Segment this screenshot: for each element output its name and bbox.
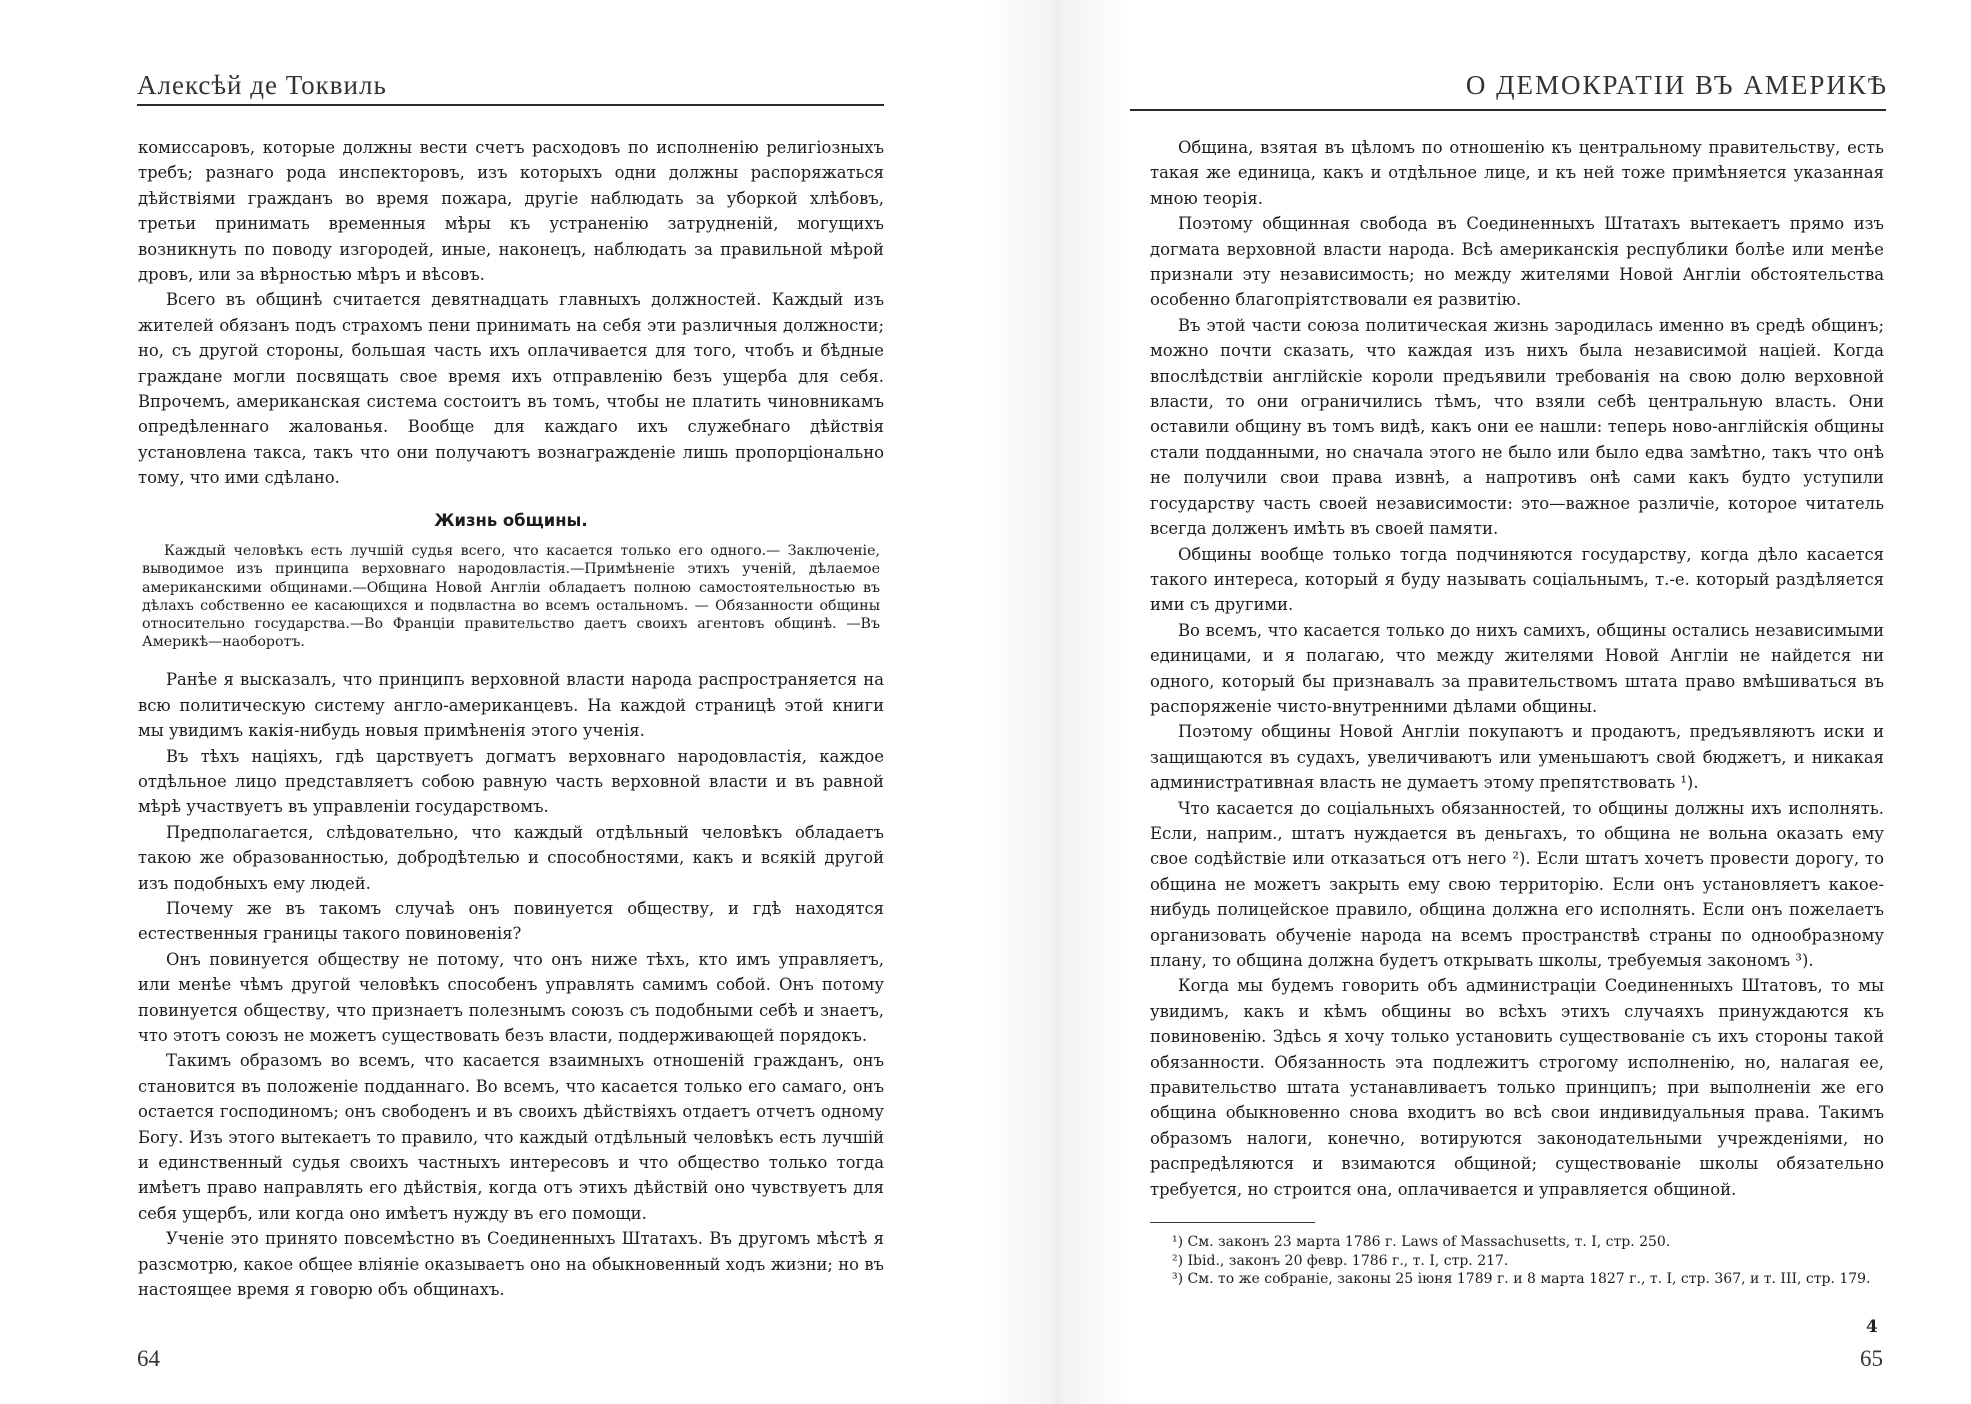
right-page (1130, 0, 1971, 1404)
left-text-column (138, 135, 884, 1302)
paragraph: Поэтому общины Новой Англіи покупаютъ и продаютъ, предъявляютъ иски и защищаются въ судахъ, увеличиваютъ или уменьшаютъ свой бюджетъ, и никакая административная власть не думаетъ этому препятствовать ¹). (1150, 722, 1884, 793)
paragraph: Ранѣе я высказалъ, что принципъ верховной власти народа распространяется на всю политическую систему англо-американцевъ. На каждой страницѣ этой книги мы увидимъ какія-нибудь новыя примѣненія этого ученія. (138, 670, 884, 741)
footnote: ¹) См. законъ 23 марта 1786 г. Laws of Massachusetts, т. I, стр. 250. (1172, 1234, 1671, 1251)
paragraph: Община, взятая въ цѣломъ по отношенію къ центральному правительству, есть такая же единица, какъ и отдѣльное лице, и къ ней тоже примѣняется указанная мною теорія. (1150, 138, 1884, 208)
paragraph: Общины вообще только тогда подчиняются государству, когда дѣло касается такого интереса, который я буду называть соціальнымъ, т.-е. который раздѣляется ими съ другими. (1150, 544, 1884, 615)
paragraph: комиссаровъ, которые должны вести счетъ расходовъ по исполненію религіозныхъ требъ; разнаго рода инспекторовъ, изъ которыхъ одни должны распоряжаться дѣйствіями гражданъ во время пожара, другіе наблюдать за уборкой хлѣбовъ, третьи принимать временныя мѣры къ устраненію затрудненій, могущихъ возникнуть по поводу изгородей, иные, наконецъ, наблюдать за правильной мѣрой дровъ, или за вѣрностью мѣръ и вѣсовъ. (138, 138, 884, 285)
paragraph: Ученіе это принято повсемѣстно въ Соединенныхъ Штатахъ. Въ другомъ мѣстѣ я разсмотрю, какое общее вліяніе оказываетъ оно на обыкновенный ходъ жизни; но въ настоящее время я говорю объ общинахъ. (138, 1229, 884, 1300)
paragraph: Почему же въ такомъ случаѣ онъ повинуется обществу, и гдѣ находятся естественныя границы такого повиновенія? (138, 898, 884, 944)
running-head-author: Алексѣй де Токвиль (137, 70, 387, 100)
paragraph: Такимъ образомъ во всемъ, что касается взаимныхъ отношеній гражданъ, онъ становится въ положеніе подданнаго. Во всемъ, что касается только его самаго, онъ остается господиномъ; онъ свободенъ и въ своихъ дѣйствіяхъ отдаетъ отчетъ одному Богу. Изъ этого вытекаетъ то правило, что каждый отдѣльный человѣкъ есть лучшій и единственный судья своихъ частныхъ интересовъ и что общество только тогда имѣетъ право направлять его дѣйствія, когда отъ этихъ дѣйствій оно чувствуетъ для себя ущербъ, или когда оно имѣетъ нужду въ его помощи. (138, 1051, 884, 1223)
page-number: 65 (1860, 1346, 1883, 1371)
paragraph: Въ этой части союза политическая жизнь зародилась именно въ средѣ общинъ; можно почти сказать, что каждая изъ нихъ была независимой націей. Когда впослѣдствіи англійскіе короли предъявили требованія на свою долю верховной власти, то они ограничились тѣмъ, что взяли себѣ центральную власть. Они оставили общину въ томъ видѣ, какъ они ее нашли: теперь ново-англійскія общины стали подданными, но сначала этого не было или было едва замѣтно, такъ что онѣ не получили свои права извнѣ, а напротивъ онѣ сами какъ будто уступили государству часть своей независимости: это—важное различіе, которое читатель всегда долженъ имѣть въ своей памяти. (1150, 315, 1884, 539)
book-gutter (985, 0, 1130, 1404)
paragraph: Поэтому общинная свобода въ Соединенныхъ Штатахъ вытекаетъ прямо изъ догмата верховной власти народа. Всѣ американскія республики болѣе или менѣе признали эту независимость; но между жителями Новой Англіи обстоятельства особенно благопріятствовали ея развитію. (1150, 214, 1884, 310)
footnote-rule (1150, 1222, 1315, 1223)
paragraph: Онъ повинуется обществу не потому, что онъ ниже тѣхъ, кто имъ управляетъ, или менѣе чѣмъ другой человѣкъ способенъ управлять самимъ собой. Онъ потому повинуется обществу, что признаетъ полезнымъ союзъ съ подобными себѣ и знаетъ, что этотъ союзъ не можетъ существовать безъ власти, поддерживающей порядокъ. (138, 949, 884, 1045)
chapter-summary: Каждый человѣкъ есть лучшій судья всего, что касается только его одного.— Заключеніе, выводимое изъ принципа верховнаго народовластія.—Примѣненіе этихъ ученій, дѣлаемое американскими общинами.—Община Новой Англіи обладаетъ полною самостоятельностью въ дѣлахъ собственно ее касающихся и подвластна во всемъ остальномъ. — Обязанности общины относительно государства.—Во Франціи правительство даетъ своихъ агентовъ общинѣ. —Въ Америкѣ—наоборотъ. (142, 543, 880, 651)
running-head-title: О ДЕМОКРАТІИ ВЪ АМЕРИКѢ (1465, 70, 1888, 100)
paragraph: Въ тѣхъ націяхъ, гдѣ царствуетъ догматъ верховнаго народовластія, каждое отдѣльное лицо представляетъ собою равную часть верховной власти и въ равной мѣрѣ участвуетъ въ управленіи государствомъ. (138, 746, 884, 817)
paragraph: Когда мы будемъ говорить объ администраціи Соединенныхъ Штатовъ, то мы увидимъ, какъ и кѣмъ общины во всѣхъ этихъ случаяхъ принуждаются къ повиновенію. Здѣсь я хочу только установить существованіе съ ихъ стороны такой обязанности. Обязанность эта подлежитъ строгому исполненію, но, налагая ее, правительство штата устанавливаетъ только принципъ; при выполненіи же его община обыкновенно снова входитъ во всѣ свои индивидуальныя права. Такимъ образомъ налоги, конечно, вотируются законодательными учрежденіями, но распредѣляются и взимаются общиной; существованіе школы обязательно требуется, но строится она, оплачивается и управляется общиной. (1150, 976, 1884, 1199)
paragraph: Предполагается, слѣдовательно, что каждый отдѣльный человѣкъ обладаетъ такою же образованностью, добродѣтелью и способностями, какъ и всякій другой изъ подобныхъ ему людей. (138, 822, 884, 893)
right-text-column (1150, 135, 1884, 1289)
footnote: ²) Ibid., законъ 20 февр. 1786 г., т. I, стр. 217. (1172, 1252, 1509, 1269)
section-heading: Жизнь общины. (434, 510, 588, 530)
header-rule (137, 104, 884, 106)
left-page (0, 0, 985, 1404)
header-rule (1130, 109, 1886, 111)
paragraph: Что касается до соціальныхъ обязанностей, то общины должны ихъ исполнять. Если, наприм., штатъ нуждается въ деньгахъ, то община не вольна оказать ему свое содѣйствіе или отказаться отъ него ²). Если штатъ хочетъ провести дорогу, то община не можетъ закрыть ему свою территорію. Если онъ установляетъ какое-нибудь полицейское правило, община должна его исполнять. Если онъ пожелаетъ организовать обученіе народа на всемъ пространствѣ страны по однообразному плану, то община должна будетъ открывать школы, требуемыя закономъ ³). (1150, 798, 1884, 970)
paragraph: Во всемъ, что касается только до нихъ самихъ, общины остались независимыми единицами, и я полагаю, что между жителями Новой Англіи не найдется ни одного, который бы признавалъ за правительствомъ штата право вмѣшиваться въ распоряженіе чисто-внутренними дѣлами общины. (1150, 620, 1884, 716)
paragraph: Всего въ общинѣ считается девятнадцать главныхъ должностей. Каждый изъ жителей обязанъ подъ страхомъ пени принимать на себя эти различныя должности; но, съ другой стороны, большая часть ихъ оплачивается для того, чтобъ и бѣдные граждане могли посвящать свое время ихъ отправленію безъ ущерба для себя. Впрочемъ, американская система состоитъ въ томъ, чтобы не платить чиновникамъ опредѣленнаго жалованья. Вообще для каждаго ихъ служебнаго дѣйствія установлена такса, такъ что они получаютъ вознагражденіе лишь пропорціонально тому, что ими сдѣлано. (138, 290, 884, 488)
page-number: 64 (137, 1346, 160, 1371)
footnotes (1150, 1233, 1884, 1289)
footnote: ³) См. то же собраніе, законы 25 іюня 1789 г. и 8 марта 1827 г., т. I, стр. 367, и т. III, стр. 179. (1172, 1271, 1871, 1288)
signature-mark: 4 (1866, 1317, 1878, 1337)
